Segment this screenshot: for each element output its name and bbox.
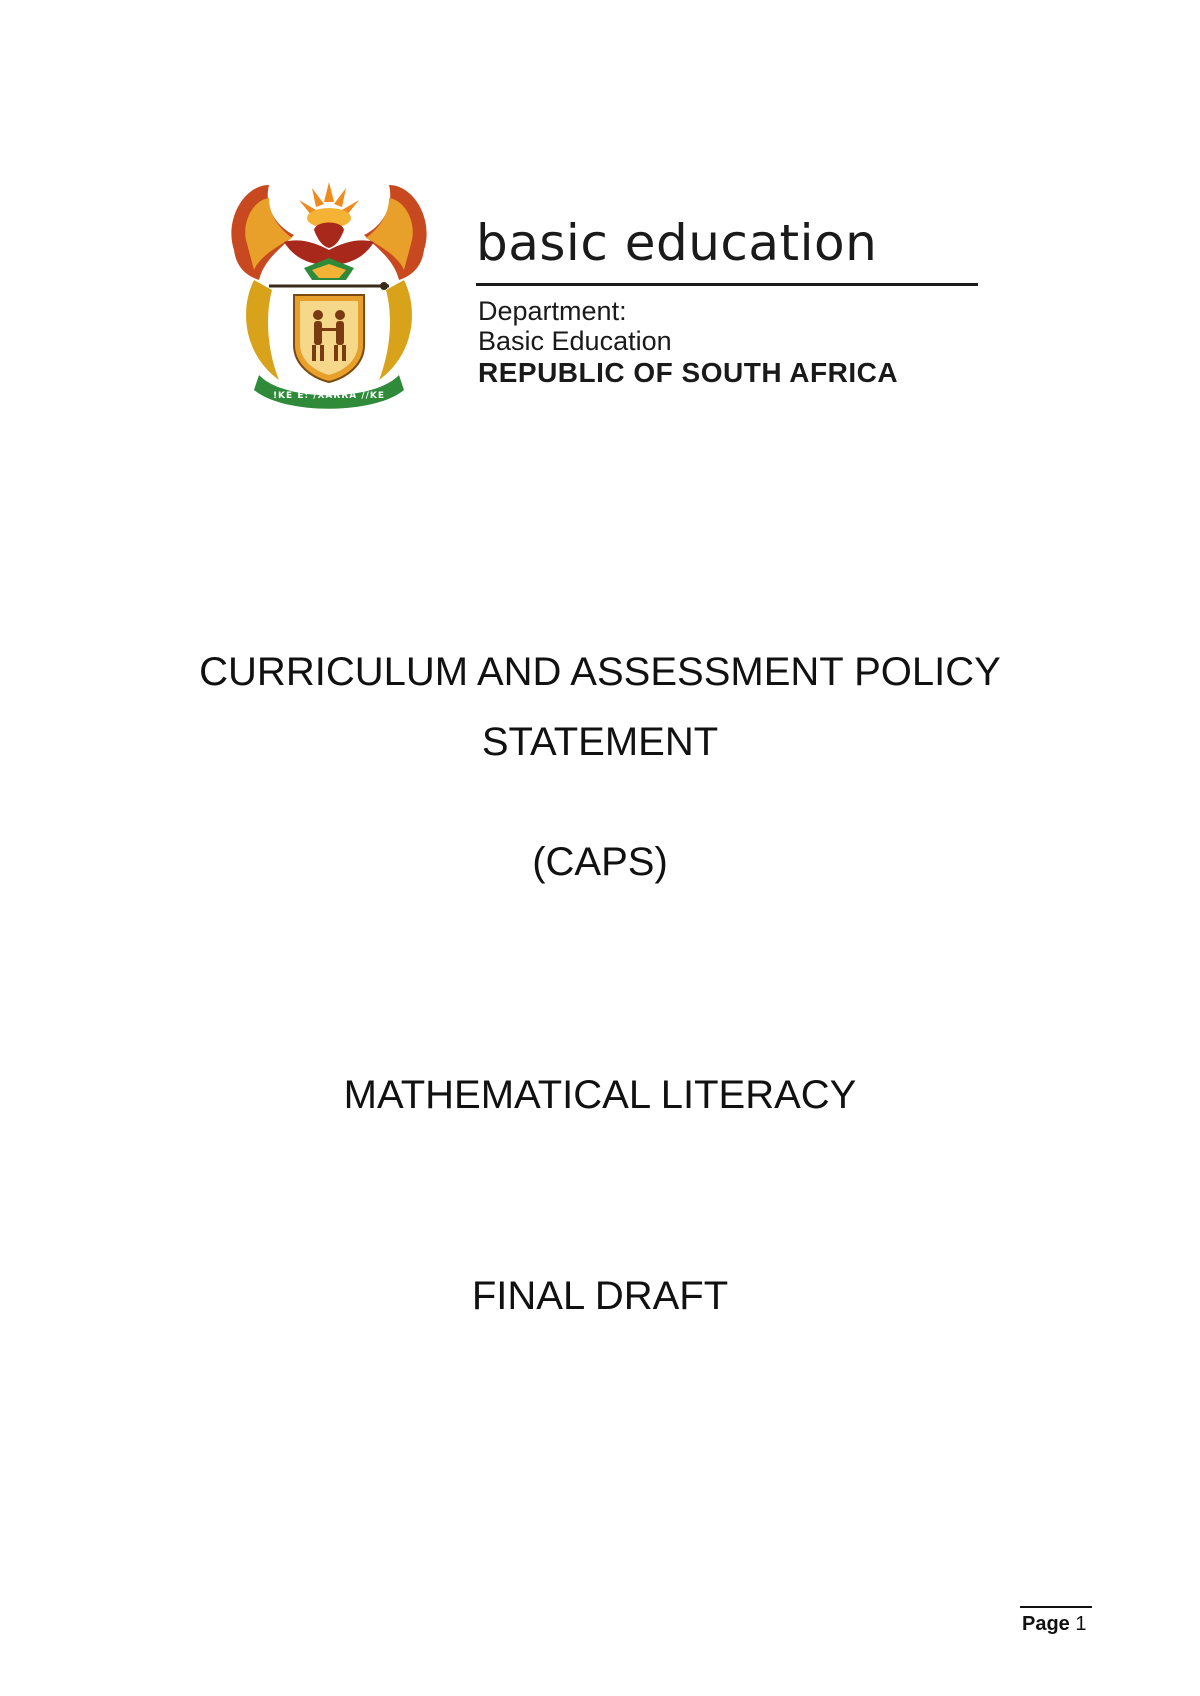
- page-number: [1022, 1614, 1087, 1634]
- country-name: REPUBLIC OF SOUTH AFRICA: [478, 357, 899, 388]
- document-status: FINAL DRAFT: [471, 1274, 729, 1318]
- department-label: Department:: [478, 296, 627, 326]
- document-title-line-1: CURRICULUM AND ASSESSMENT POLICY: [199, 650, 1001, 694]
- document-title-line-2: STATEMENT: [481, 720, 719, 764]
- subject-title: MATHEMATICAL LITERACY: [343, 1073, 857, 1117]
- header-divider: [476, 283, 978, 286]
- document-abbreviation: (CAPS): [532, 840, 668, 884]
- coat-of-arms-logo: [224, 180, 434, 410]
- page-number-value: 1: [1075, 1613, 1087, 1635]
- department-title: Basic Education: [478, 326, 672, 356]
- footer-divider: [1020, 1606, 1092, 1608]
- svg-text:!KE E: /XARRA //KE: !KE E: /XARRA //KE: [272, 391, 386, 401]
- department-name: basic education: [476, 214, 878, 272]
- page-label: Page: [1022, 1613, 1070, 1635]
